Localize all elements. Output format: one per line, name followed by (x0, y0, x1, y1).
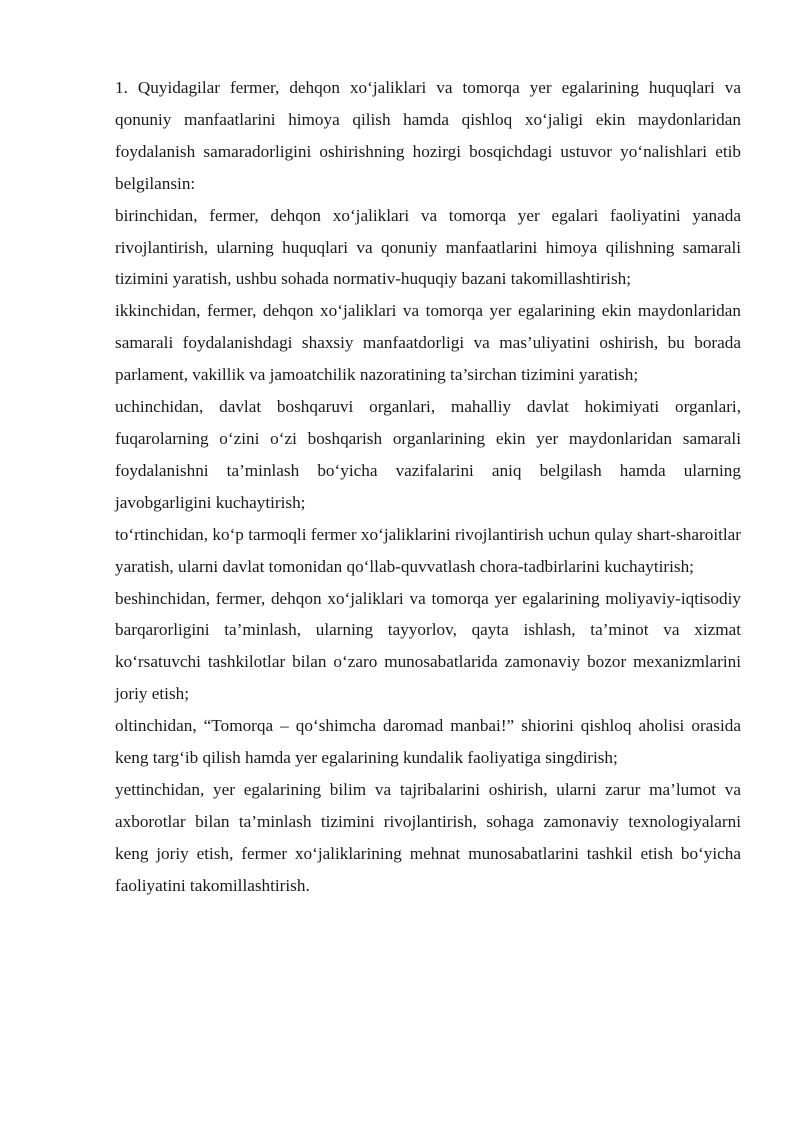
paragraph-second-priority: ikkinchidan, fermer, dehqon xo‘jaliklari va tomorqa yer egalarining ekin maydonlaridan samarali foydalanishdagi shaxsiy manfaatdorligi va mas’uliyatini oshirish, bu borada parlament, vakillik va jamoatchilik nazoratining ta’sirchan tizimini yaratish; (115, 301, 741, 385)
paragraph-first-priority: birinchidan, fermer, dehqon xo‘jaliklari va tomorqa yer egalari faoliyatini yanada rivojlantirish, ularning huquqlari va qonuniy manfaatlarini himoya qilishning samarali tizimini yaratish, ushbu sohada normativ-huquqiy bazani takomillashtirish; (115, 205, 741, 289)
paragraph-sixth-priority: oltinchidan, “Tomorqa – qo‘shimcha daromad manbai!” shiorini qishloq aholisi orasida keng targ‘ib qilish hamda yer egalarining kundalik faoliyatiga singdirish; (115, 716, 741, 768)
paragraph-fourth-priority: to‘rtinchidan, ko‘p tarmoqli fermer xo‘jaliklarini rivojlantirish uchun qulay shart-sharoitlar yaratish, ularni davlat tomonidan qo‘llab-quvvatlash chora-tadbirlarini kuchaytirish; (115, 524, 741, 576)
paragraph-resolution-intro: 1. Quyidagilar fermer, dehqon xo‘jaliklari va tomorqa yer egalarining huquqlari va qonuniy manfaatlarini himoya qilish hamda qishloq xo‘jaligi ekin maydonlaridan foydalanish samaradorligini oshirishning hozirgi bosqichdagi ustuvor yo‘nalishlari etib belgilansin: (115, 78, 741, 193)
paragraph-seventh-priority: yettinchidan, yer egalarining bilim va tajribalarini oshirish, ularni zarur ma’lumot va axborotlar bilan ta’minlash tizimini rivojlantirish, sohaga zamonaviy texnologiyalarni keng joriy etish, fermer xo‘jaliklarining mehnat munosabatlarini tashkil etish bo‘yicha faoliyatini takomillashtirish. (115, 779, 741, 895)
paragraph-fifth-priority: beshinchidan, fermer, dehqon xo‘jaliklari va tomorqa yer egalarining moliyaviy-iqtisodiy barqarorligini ta’minlash, ularning tayyorlov, qayta ishlash, ta’minot va xizmat ko‘rsatuvchi tashkilotlar bilan o‘zaro munosabatlarida zamonaviy bozor mexanizmlarini joriy etish; (115, 588, 741, 704)
paragraph-third-priority: uchinchidan, davlat boshqaruvi organlari, mahalliy davlat hokimiyati organlari, fuqarolarning o‘zini o‘zi boshqarish organlarining ekin yer maydonlaridan samarali foydalanishni ta’minlash bo‘yicha vazifalarini aniq belgilash hamda ularning javobgarligini kuchaytirish; (115, 397, 741, 512)
document-body (115, 72, 741, 902)
